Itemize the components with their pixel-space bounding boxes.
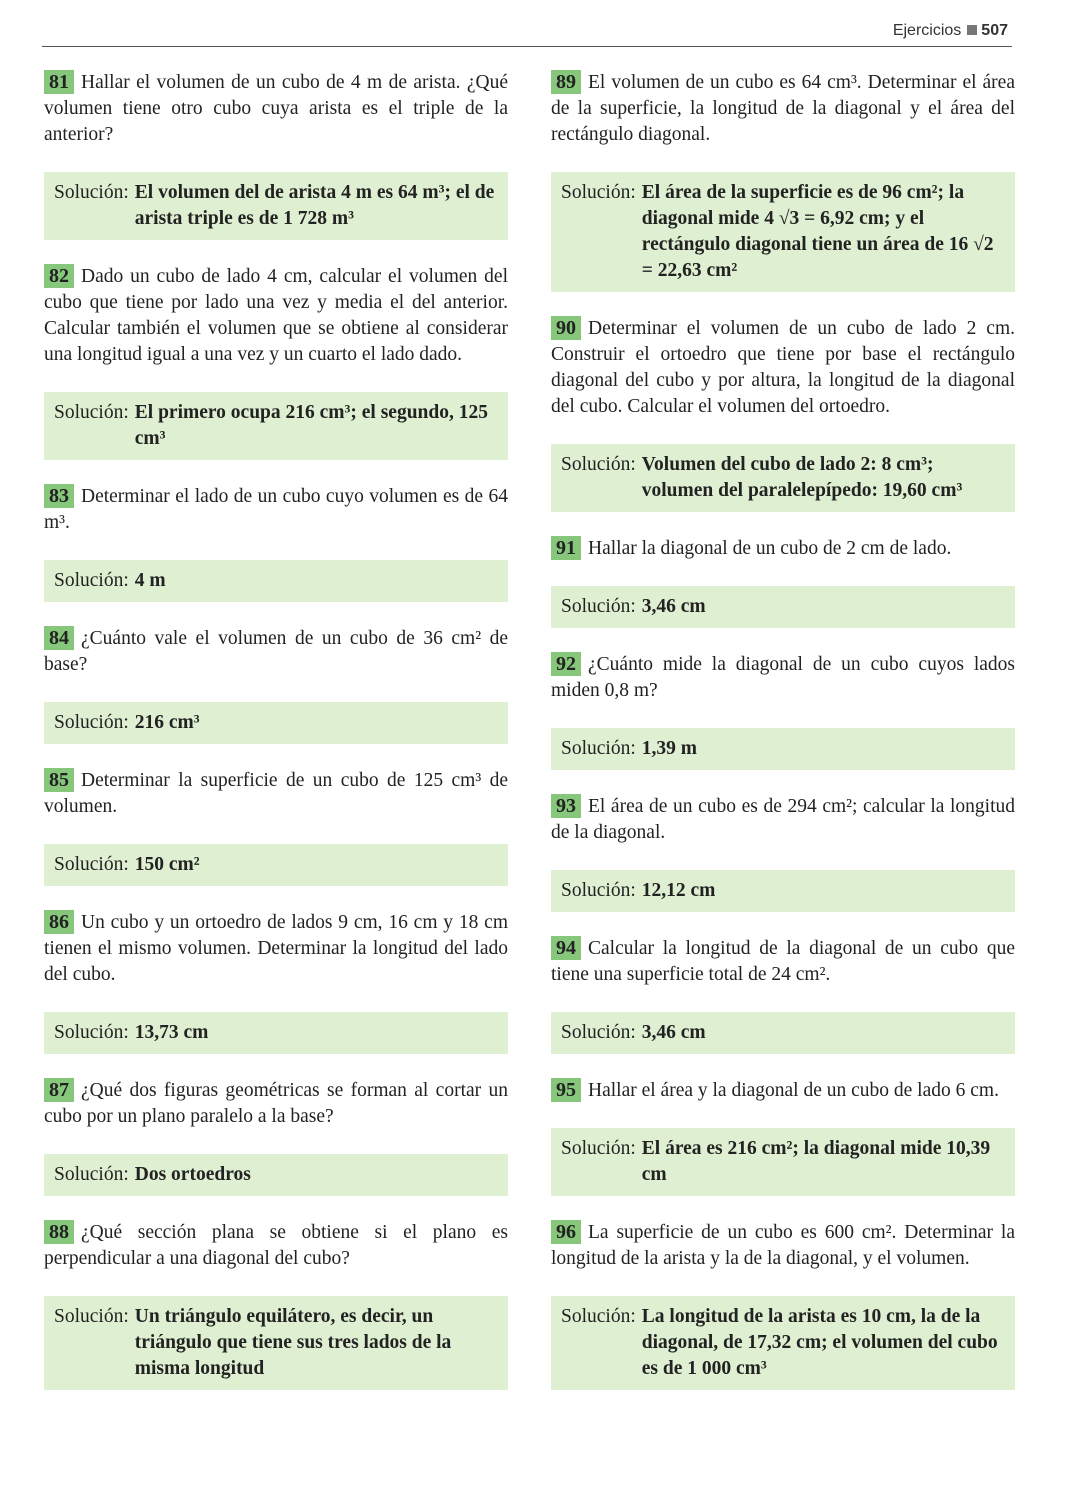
- solution-label: Solución:: [54, 570, 129, 591]
- right-column: [551, 70, 1015, 1390]
- exercise-number: 84: [44, 626, 74, 650]
- solution-box: [551, 870, 1015, 912]
- solution-box: [551, 728, 1015, 770]
- solution-text: 3,46 cm: [641, 1022, 706, 1043]
- exercise-number: 90: [551, 316, 581, 340]
- solution-box: [551, 1128, 1015, 1196]
- section-title: Ejercicios: [892, 22, 962, 39]
- exercise-number: 83: [44, 484, 74, 508]
- exercise-number: 89: [551, 70, 581, 94]
- exercise-number: 95: [551, 1078, 581, 1102]
- exercise-text: Un cubo y un ortoedro de lados 9 cm, 16 cm y 18 cm tienen el mismo volumen. Determinar la longitud del lado del cubo.: [44, 912, 508, 985]
- exercise-number: 87: [44, 1078, 74, 1102]
- solution-text: Un triángulo equilátero, es decir, un triángulo que tiene sus tres lados de la misma longitud: [134, 1306, 452, 1379]
- solution-box: [44, 844, 508, 886]
- solution-text: 3,46 cm: [641, 596, 706, 617]
- exercise: [44, 768, 508, 820]
- exercise-number: 86: [44, 910, 74, 934]
- exercise-number: 81: [44, 70, 74, 94]
- exercise-text: El volumen de un cubo es 64 cm³. Determinar el área de la superficie, la longitud de la diagonal y el área del rectángulo diagonal.: [551, 72, 1015, 145]
- solution-text: El área de la superficie es de 96 cm²; la diagonal mide 4 √3 = 6,92 cm; y el rectángulo diagonal tiene un área de 16 √2 = 22,63 cm²: [641, 182, 994, 281]
- solution-label: Solución:: [54, 182, 129, 203]
- exercise-text: La superficie de un cubo es 600 cm². Determinar la longitud de la arista y la de la diagonal, y el volumen.: [551, 1222, 1015, 1269]
- solution-text: La longitud de la arista es 10 cm, la de la diagonal, de 17,32 cm; el volumen del cubo es de 1 000 cm³: [641, 1306, 998, 1379]
- solution-box: [551, 172, 1015, 292]
- exercise-number: 94: [551, 936, 581, 960]
- exercise: [44, 1078, 508, 1130]
- exercise: [551, 1078, 1015, 1104]
- exercise: [551, 652, 1015, 704]
- exercise: [551, 1220, 1015, 1272]
- solution-box: [551, 1012, 1015, 1054]
- exercise: [551, 794, 1015, 846]
- solution-text: El primero ocupa 216 cm³; el segundo, 125 cm³: [134, 402, 488, 449]
- exercise: [44, 264, 508, 368]
- solution-box: [44, 172, 508, 240]
- exercise: [551, 316, 1015, 420]
- solution-label: Solución:: [561, 454, 636, 475]
- solution-box: [44, 1296, 508, 1390]
- solution-label: Solución:: [54, 1022, 129, 1043]
- solution-label: Solución:: [561, 1022, 636, 1043]
- exercise: [44, 1220, 508, 1272]
- solution-label: Solución:: [561, 1138, 636, 1159]
- solution-label: Solución:: [561, 738, 636, 759]
- exercise-text: Calcular la longitud de la diagonal de un cubo que tiene una superficie total de 24 cm².: [551, 938, 1015, 985]
- solution-label: Solución:: [561, 1306, 636, 1327]
- solution-label: Solución:: [54, 1306, 129, 1327]
- exercise-text: Hallar el volumen de un cubo de 4 m de arista. ¿Qué volumen tiene otro cubo cuya arista es el triple de la anterior?: [44, 72, 508, 145]
- exercise-number: 91: [551, 536, 581, 560]
- page-number: 507: [981, 22, 1008, 39]
- exercise-text: Determinar el lado de un cubo cuyo volumen es de 64 m³.: [44, 486, 508, 533]
- solution-label: Solución:: [54, 854, 129, 875]
- solution-label: Solución:: [561, 596, 636, 617]
- solution-label: Solución:: [54, 402, 129, 423]
- solution-box: [44, 1012, 508, 1054]
- solution-text: Dos ortoedros: [134, 1164, 251, 1185]
- solution-label: Solución:: [54, 1164, 129, 1185]
- solution-text: 216 cm³: [134, 712, 200, 733]
- exercise-number: 85: [44, 768, 74, 792]
- solution-label: Solución:: [561, 182, 636, 203]
- exercise: [44, 626, 508, 678]
- exercise: [44, 484, 508, 536]
- exercise-number: 92: [551, 652, 581, 676]
- solution-box: [44, 392, 508, 460]
- solution-box: [44, 1154, 508, 1196]
- solution-box: [44, 702, 508, 744]
- solution-label: Solución:: [54, 712, 129, 733]
- solution-text: 13,73 cm: [134, 1022, 209, 1043]
- left-column: [44, 70, 508, 1390]
- exercise-text: ¿Cuánto mide la diagonal de un cubo cuyos lados miden 0,8 m?: [551, 654, 1015, 701]
- solution-box: [551, 586, 1015, 628]
- exercise-text: Determinar la superficie de un cubo de 125 cm³ de volumen.: [44, 770, 508, 817]
- exercise-text: ¿Qué dos figuras geométricas se forman al cortar un cubo por un plano paralelo a la base?: [44, 1080, 508, 1127]
- solution-label: Solución:: [561, 880, 636, 901]
- exercise: [551, 536, 1015, 562]
- exercise-number: 93: [551, 794, 581, 818]
- exercise-text: Determinar el volumen de un cubo de lado 2 cm. Construir el ortoedro que tiene por base el rectángulo diagonal del cubo y por altura, la longitud de la diagonal del cubo. Calcular el volumen del ortoedro.: [551, 318, 1015, 417]
- page-header: [42, 22, 1012, 47]
- exercise-text: Hallar el área y la diagonal de un cubo de lado 6 cm.: [588, 1080, 999, 1101]
- solution-text: 150 cm²: [134, 854, 200, 875]
- solution-text: Volumen del cubo de lado 2: 8 cm³; volumen del paralelepípedo: 19,60 cm³: [641, 454, 963, 501]
- solution-text: 1,39 m: [641, 738, 698, 759]
- exercise: [44, 70, 508, 148]
- exercise-text: ¿Cuánto vale el volumen de un cubo de 36 cm² de base?: [44, 628, 508, 675]
- solution-text: El volumen del de arista 4 m es 64 m³; el de arista triple es de 1 728 m³: [134, 182, 495, 229]
- solution-text: 4 m: [134, 570, 166, 591]
- square-icon: [967, 25, 977, 35]
- exercise-text: Dado un cubo de lado 4 cm, calcular el volumen del cubo que tiene por lado una vez y media el del anterior. Calcular también el volumen que se obtiene al considerar una longitud igual a una vez y un cuarto el lado dado.: [44, 266, 508, 365]
- solution-box: [551, 1296, 1015, 1390]
- exercise-number: 96: [551, 1220, 581, 1244]
- exercise-text: El área de un cubo es de 294 cm²; calcular la longitud de la diagonal.: [551, 796, 1015, 843]
- exercise: [551, 70, 1015, 148]
- exercise-text: Hallar la diagonal de un cubo de 2 cm de lado.: [588, 538, 952, 559]
- exercise-number: 88: [44, 1220, 74, 1244]
- exercise: [44, 910, 508, 988]
- exercise: [551, 936, 1015, 988]
- solution-box: [44, 560, 508, 602]
- exercise-text: ¿Qué sección plana se obtiene si el plano es perpendicular a una diagonal del cubo?: [44, 1222, 508, 1269]
- exercise-number: 82: [44, 264, 74, 288]
- solution-text: 12,12 cm: [641, 880, 716, 901]
- solution-text: El área es 216 cm²; la diagonal mide 10,39 cm: [641, 1138, 991, 1185]
- header-right: [893, 22, 1008, 40]
- solution-box: [551, 444, 1015, 512]
